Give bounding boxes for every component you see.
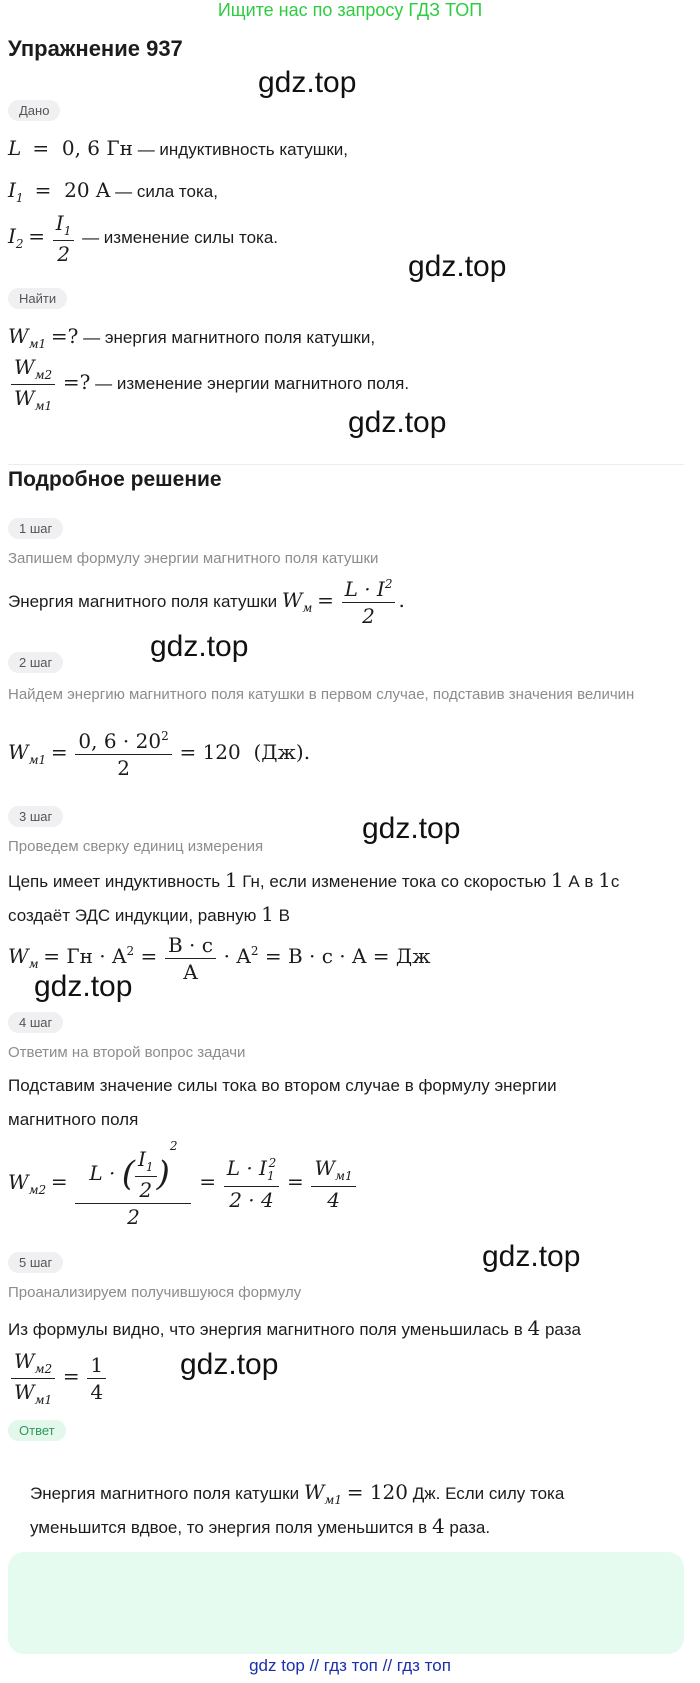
step-2-formula: $W_{м1}$ = $\frac{0, 6 \cdot 20^2}{2}$ = 120 (Дж). bbox=[8, 729, 311, 780]
footer-links[interactable]: gdz top // гдз топ // гдз топ bbox=[249, 1656, 451, 1675]
step-1-hint: Запишем формулу энергии магнитного поля катушки bbox=[8, 550, 379, 567]
watermark: gdz.top bbox=[180, 1348, 279, 1381]
step-1-text: Энергия магнитного поля катушки bbox=[8, 591, 278, 611]
step-3-text-1: Цепь имеет индуктивность 1 Гн, если изменение тока со скоростью 1 А в 1с bbox=[8, 868, 620, 892]
given-line-3: $I_2$ = $\frac{I_1}{2}$ — изменение силы тока. bbox=[8, 211, 279, 267]
step-3-text-2: создаёт ЭДС индукции, равную 1 В bbox=[8, 902, 290, 926]
chip-answer: Ответ bbox=[8, 1420, 66, 1441]
watermark: gdz.top bbox=[150, 630, 249, 663]
solution-title: Подробное решение bbox=[8, 468, 222, 491]
divider bbox=[8, 464, 684, 465]
chip-step-1: 1 шаг bbox=[8, 518, 63, 539]
step-1-formula: Энергия магнитного поля катушки $W_м$ = $\frac{L \cdot I^2}{2}$ . bbox=[8, 577, 405, 628]
chip-step-4: 4 шаг bbox=[8, 1012, 63, 1033]
chip-step-5: 5 шаг bbox=[8, 1252, 63, 1273]
watermark: gdz.top bbox=[34, 970, 133, 1003]
chip-given: Дано bbox=[8, 100, 60, 121]
given-line-3-text: — изменение силы тока. bbox=[82, 228, 279, 248]
watermark: gdz.top bbox=[258, 66, 357, 99]
step-4-text-1: Подставим значение силы тока во втором случае в формулу энергии bbox=[8, 1076, 557, 1095]
given-line-1: L = 0, 6 Гн — индуктивность катушки, bbox=[8, 136, 349, 160]
given-line-1-text: — индуктивность катушки, bbox=[137, 140, 349, 159]
watermark: gdz.top bbox=[348, 406, 447, 439]
find-line-1-text: — энергия магнитного поля катушки, bbox=[83, 328, 376, 347]
answer-line-2: уменьшится вдвое, то энергия поля уменьшится в 4 раза. bbox=[30, 1514, 491, 1538]
chip-find: Найти bbox=[8, 288, 67, 309]
step-5-hint: Проанализируем получившуюся формулу bbox=[8, 1284, 302, 1301]
answer-box bbox=[8, 1552, 684, 1654]
step-5-formula: $\frac{W_{м2}}{W_{м1}}$ = $\frac{1}{4}$ bbox=[8, 1350, 109, 1407]
top-banner[interactable]: Ищите нас по запросу ГДЗ ТОП bbox=[217, 0, 483, 20]
step-4-hint: Ответим на второй вопрос задачи bbox=[8, 1044, 246, 1061]
step-4-text-2: магнитного поля bbox=[8, 1110, 139, 1129]
given-line-2: $I_1 = 20$ A — сила тока, bbox=[8, 178, 218, 205]
watermark: gdz.top bbox=[482, 1240, 581, 1273]
find-line-1: $W_{м1}$ =? — энергия магнитного поля катушки, bbox=[8, 324, 376, 351]
step-2-hint: Найдем энергию магнитного поля катушки в первом случае, подставив значения величин bbox=[8, 686, 635, 703]
watermark: gdz.top bbox=[362, 812, 461, 845]
find-line-2-text: — изменение энергии магнитного поля. bbox=[95, 374, 410, 394]
step-5-text: Из формулы видно, что энергия магнитного поля уменьшилась в 4 раза bbox=[8, 1316, 581, 1340]
chip-step-3: 3 шаг bbox=[8, 806, 63, 827]
find-line-2: $\frac{W_{м2}}{W_{м1}}$ =? — изменение энергии магнитного поля. bbox=[8, 356, 409, 413]
watermark: gdz.top bbox=[408, 250, 507, 283]
chip-step-2: 2 шаг bbox=[8, 652, 63, 673]
step-3-formula: $W_м$ = Гн · $A^2$ = $\frac{B \cdot c}{A}$ · $A^2 = B \cdot c \cdot A$ = Дж bbox=[8, 933, 431, 984]
step-4-formula: $W_{м2}$ = L · ( $\frac{I_1}{2}$ )$^2$ 2 = $\frac{L \cdot I_1^2}{2 \cdot 4}$ = $\frac{W_{м1}}{4}$ bbox=[8, 1140, 359, 1228]
answer-line-1: Энергия магнитного поля катушки $W_{м1} = 120$ Дж. Если силу тока bbox=[30, 1480, 565, 1507]
page-title: Упражнение 937 bbox=[8, 36, 183, 61]
step-3-hint: Проведем сверку единиц измерения bbox=[8, 838, 264, 855]
given-line-2-text: — сила тока, bbox=[115, 182, 218, 201]
